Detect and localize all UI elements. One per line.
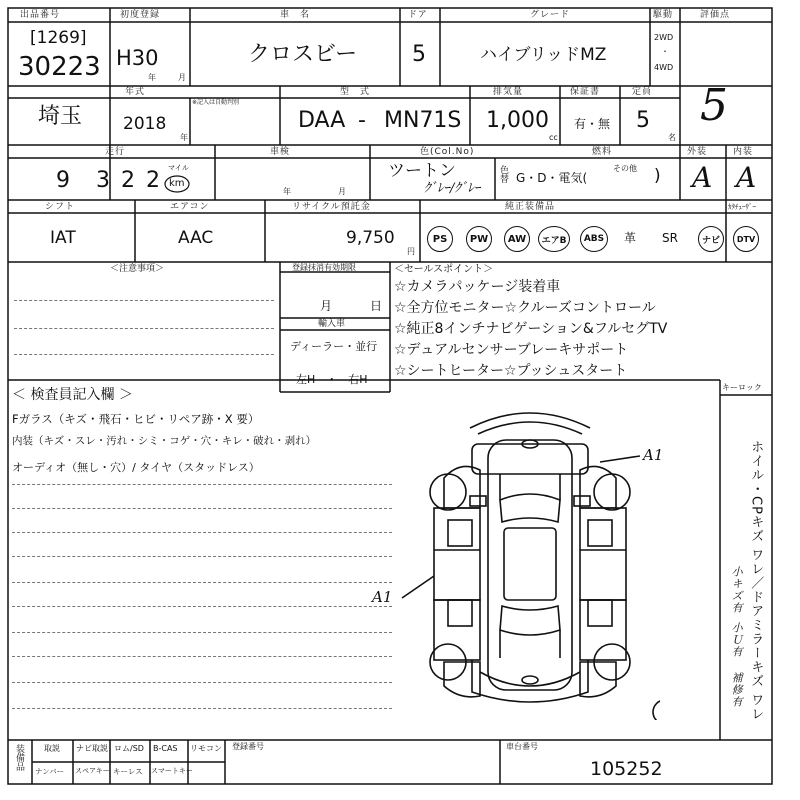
sales-point-3: ☆純正8インチナビゲーション&フルセグTV [394,321,668,337]
year-label: 年式 [125,87,146,97]
key-lock-label: キーロック [722,383,762,392]
notes-label: ＜注意事項＞ [110,264,165,274]
lot-sub-number: [1269] [30,28,87,48]
color-label: 色(Col.No) [420,147,475,157]
mileage-digit-4: 2 [146,168,160,193]
model-code-label: 型 式 [340,87,371,97]
first-reg-month-mark: 月 [178,73,186,82]
side-note-main: ホイル・CPキズ ワレ／ドアミラーキズ ワレ [748,440,764,722]
footer-item-manual: 取説 [44,744,60,753]
equip-dtv: DTV [733,226,759,252]
reg-validity-month: 月 [320,299,333,313]
door-count: 5 [412,42,426,67]
shift-value: IAT [50,228,76,248]
drive-sep: ・ [661,47,669,56]
model-year-mark: 年 [180,133,188,142]
equip-leather: 革 [624,231,637,245]
score-label: 評価点 [700,10,731,20]
door-label: ドア [408,10,428,20]
sales-points-label: ＜セールスポイント＞ [394,264,494,275]
first-reg-label: 初度登録 [120,10,161,20]
drive-label: 駆動 [653,10,674,20]
score-handwritten: 5 [700,80,728,131]
grade-label: グレード [530,10,571,20]
equip-abs: ABS [580,226,608,252]
footer-item-keyless: キーレス [113,767,143,776]
color-value: ツートン [388,161,456,181]
capacity-label: 定員 [632,87,653,97]
fuel-other-label: その他 [613,164,637,173]
equip-ps: PS [427,226,453,252]
shift-label: シフト [45,202,76,212]
color-change-label: 色替 [498,165,508,183]
footer-item-remote: リモコン [190,744,222,753]
model-code-prefix: DAA [298,108,346,133]
equip-pw: PW [466,226,492,252]
mileage-digit-3: 2 [121,168,135,193]
footer-item-plate: ナンバー [35,767,65,776]
displacement-unit: cc [549,133,558,142]
equip-aw: AW [504,226,530,252]
lot-label: 出品番号 [20,10,61,20]
import-label: 輸入車 [318,319,346,329]
fuel-options: G・D・電気( [516,171,588,185]
catalyst-label: ｶﾀﾁｭｰｻﾞｰ [728,203,756,211]
recycle-label: リサイクル預託金 [292,202,371,212]
inspection-label: 車検 [270,147,291,157]
first-reg-year-mark: 年 [148,73,156,82]
interior-label: 内装 [733,147,754,157]
model-code-dash: - [358,108,366,133]
model-code: MN71S [384,108,462,133]
sales-point-1: ☆カメラパッケージ装着車 [394,279,561,295]
footer-chassis-label: 車台番号 [506,742,538,751]
footer-reg-no-label: 登録番号 [232,742,264,751]
mileage-unit-mile: マイル [168,164,189,172]
footer-item-rom-sd: ロム/SD [114,744,144,753]
mileage-unit-km: km [169,178,185,189]
equip-nav: ナビ [698,226,724,252]
mileage-label: 走行 [105,147,126,157]
model-label: 車 名 [280,10,311,20]
model-name: クロスビー [248,42,358,67]
recycle-value: 9,750 [346,228,395,248]
drive-4wd: 4WD [654,63,674,72]
diagram-mark-left: A1 [372,588,393,606]
drive-2wd: 2WD [654,33,674,42]
exterior-grade: A [692,161,713,194]
inspector-title: ＜ 検査員記入欄 ＞ [12,387,133,403]
reg-validity-day: 日 [370,299,383,313]
inspector-line-2: 内装（キズ・スレ・汚れ・シミ・コゲ・穴・キレ・破れ・剥れ） [12,435,317,447]
import-steering: 左H ・ 右H [296,373,368,386]
fuel-label: 燃料 [592,147,613,157]
sales-point-2: ☆全方位モニター☆クルーズコントロール [394,300,656,316]
side-note-2: 小Ｕ有 [730,622,744,658]
capacity-value: 5 [636,108,650,133]
ac-value: AAC [178,228,214,248]
reg-validity-label: 登録抹消有効期限 [292,263,356,272]
area: 埼玉 [38,104,83,129]
footer-item-spare-key: スペアキー [75,767,110,775]
sales-point-5: ☆シートヒーター☆プッシュスタート [394,363,628,379]
capacity-unit: 名 [668,133,676,142]
inspector-line-3: オーディオ（無し・穴）/ タイヤ（スタッドレス） [12,461,260,474]
mileage-digit-1: 9 [56,168,70,193]
year-auto-note: ※記入は自動判別 [192,99,240,106]
footer-item-bcas: B-CAS [153,744,178,753]
recycle-unit: 円 [407,247,415,256]
footer-side-label: 装備品 [14,744,24,771]
inspector-line-1: Fガラス（キズ・飛石・ヒビ・リペア跡・X 要） [12,412,260,426]
color-handwritten: ｸﾞﾚｰ/ｸﾞﾚｰ [424,181,481,196]
displacement-label: 排気量 [493,87,524,97]
model-year: 2018 [123,114,167,134]
exterior-label: 外装 [687,147,708,157]
displacement-value: 1,000 [486,108,549,133]
import-dealer: ディーラー・並行 [290,340,378,353]
inspection-year-mark: 年 [283,187,291,196]
grade-name: ハイブリッドMZ [480,45,607,65]
ac-label: エアコン [170,202,210,212]
footer-chassis-number: 105252 [590,758,663,780]
lot-number: 30223 [18,52,101,82]
equipment-label: 純正装備品 [505,202,556,212]
footer-item-nav-manual: ナビ取説 [76,744,108,753]
equip-airbag: エアB [538,226,570,252]
side-note-3: 補修有 [730,672,744,708]
mileage-digit-2: 3 [96,168,110,193]
car-diagram [400,400,660,720]
first-reg-era: H30 [116,46,159,70]
warranty-value: 有・無 [574,117,611,131]
sales-point-4: ☆デュアルセンサーブレーキサポート [394,342,629,358]
side-note-1: 小キズ有 [730,566,744,614]
fuel-close-paren: ) [654,166,661,186]
equip-sunroof: SR [662,231,678,245]
footer-item-smart-key: スマートキー [151,767,193,775]
diagram-mark-right: A1 [643,446,664,464]
warranty-label: 保証書 [570,87,601,97]
inspection-month-mark: 月 [338,187,346,196]
interior-grade: A [736,161,757,194]
